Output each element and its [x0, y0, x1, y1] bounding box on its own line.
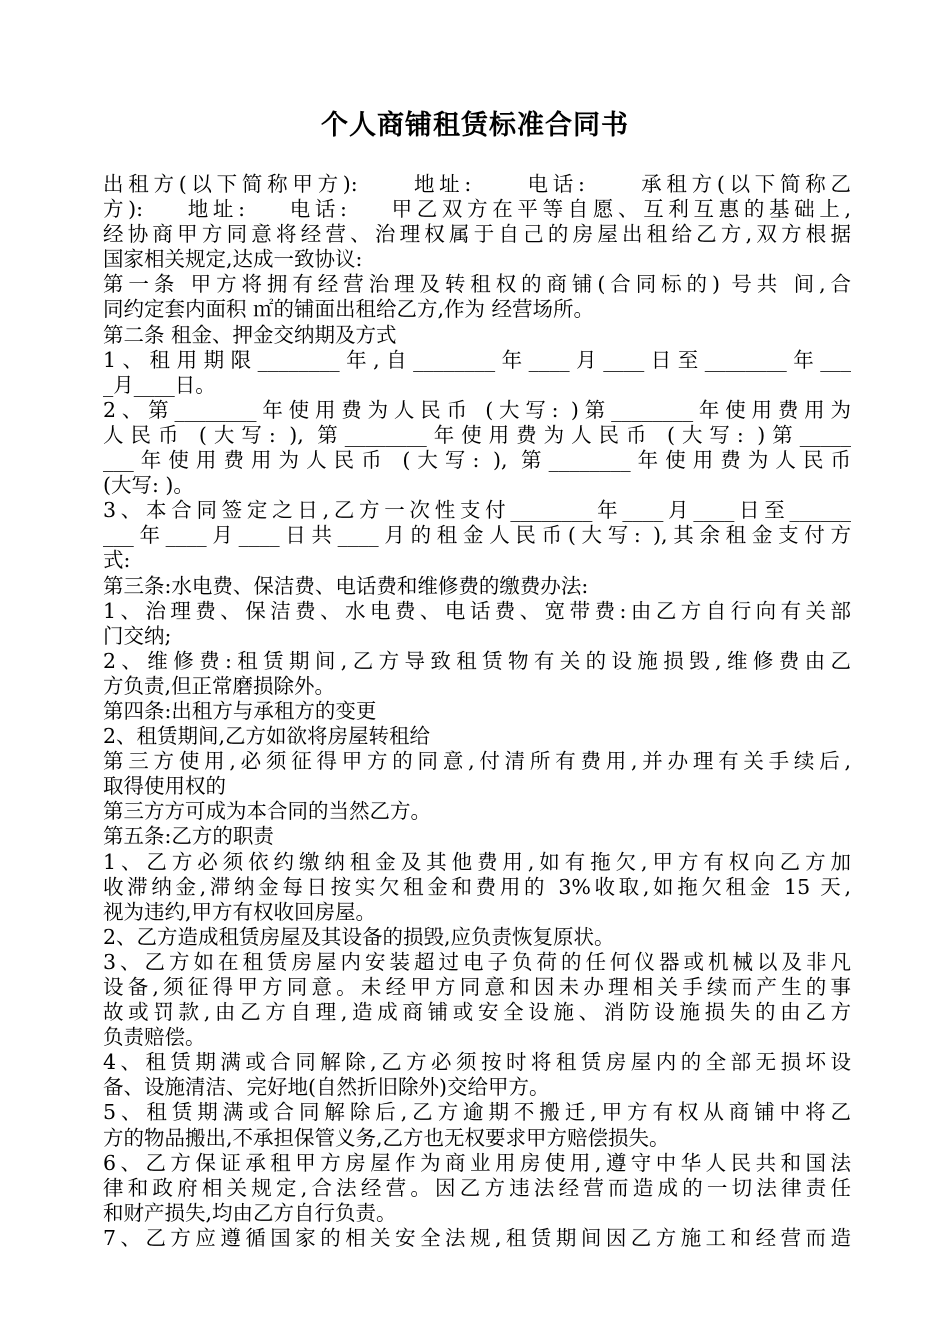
body-line: 第三方方可成为本合同的当然乙方。 [103, 799, 431, 824]
body-line: 备、设施清洁、完好地(自然折旧除外)交给甲方。 [103, 1075, 550, 1100]
body-line: 第一条 甲方将拥有经营治理及转租权的商铺(合同标的) 号共 间,合 [103, 272, 851, 297]
body-line: 律和政府相关规定,合法经营。因乙方违法经营而造成的一切法律责任 [103, 1175, 851, 1200]
body-line: 负责赔偿。 [103, 1025, 206, 1050]
body-line: 2、租赁期间,乙方如欲将房屋转租给 [103, 724, 431, 749]
body-line: 2、乙方造成租赁房屋及其设备的损毁,应负责恢复原状。 [103, 924, 615, 949]
body-line: 方负责,但正常磨损除外。 [103, 673, 336, 698]
body-line: ___年使用费用为人民币 (大写: ), 第________年使用费为人民币 [103, 448, 851, 473]
body-line: 国家相关规定,达成一致协议: [103, 247, 363, 272]
body-line: 第五条:乙方的职责 [103, 824, 274, 849]
body-line: 1、治理费、保洁费、水电费、电话费、宽带费:由乙方自行向有关部 [103, 598, 851, 623]
body-line: 视为违约,甲方有权收回房屋。 [103, 899, 377, 924]
body-line: 5、租赁期满或合同解除后,乙方逾期不搬迁,甲方有权从商铺中将乙 [103, 1100, 851, 1125]
body-line: 故或罚款,由乙方自理,造成商铺或安全设施、消防设施损失的由乙方 [103, 1000, 851, 1025]
body-line: 方的物品搬出,不承担保管义务,乙方也无权要求甲方赔偿损失。 [103, 1125, 670, 1150]
body-line: 收滞纳金,滞纳金每日按实欠租金和费用的 3%收取,如拖欠租金 15 天, [103, 874, 851, 899]
body-line: 3、本合同签定之日,乙方一次性支付________年____月____日至______ [103, 498, 851, 523]
body-line: 方): 地址: 电话: 甲乙双方在平等自愿、互利互惠的基础上, [103, 197, 851, 222]
body-line: 人民币 (大写: ), 第________年使用费为人民币 (大写: )第_____ [103, 422, 851, 447]
body-line: 门交纳; [103, 623, 172, 648]
body-line: 2、第________年使用费为人民币 (大写: )第________年使用费用为 [103, 397, 851, 422]
body-line: 1、租用期限________年,自________年____月____日至________年___ [103, 347, 851, 372]
body-line: 式: [103, 548, 131, 573]
body-line: 第四条:出租方与承租方的变更 [103, 698, 377, 723]
body-line: 第三条:水电费、保洁费、电话费和维修费的缴费办法: [103, 573, 589, 598]
body-line: ___年____月____日共____月的租金人民币(大写: ),其余租金支付方 [103, 523, 851, 548]
body-line: (大写: )。 [103, 473, 194, 498]
body-line: 3、乙方如在租赁房屋内安装超过电子负荷的任何仪器或机械以及非凡 [103, 949, 851, 974]
body-line: 第二条 租金、押金交纳期及方式 [103, 322, 397, 347]
body-line: 7、乙方应遵循国家的相关安全法规,租赁期间因乙方施工和经营而造 [103, 1225, 851, 1250]
body-line: 6、乙方保证承租甲方房屋作为商业用房使用,遵守中华人民共和国法 [103, 1150, 851, 1175]
body-line: 取得使用权的 [103, 774, 226, 799]
body-line: 4、租赁期满或合同解除,乙方必须按时将租赁房屋内的全部无损坏设 [103, 1050, 851, 1075]
body-line: 和财产损失,均由乙方自行负责。 [103, 1200, 397, 1225]
body-line: 经协商甲方同意将经营、治理权属于自己的房屋出租给乙方,双方根据 [103, 222, 851, 247]
body-line: 出租方(以下简称甲方): 地址: 电话: 承租方(以下简称乙 [103, 172, 851, 196]
document-body [103, 172, 851, 1251]
body-line: _月____日。 [103, 372, 216, 397]
body-line: 第三方使用,必须征得甲方的同意,付清所有费用,并办理有关手续后, [103, 749, 851, 774]
document-title: 个人商铺租赁标准合同书 [321, 110, 629, 141]
body-line: 1、乙方必须依约缴纳租金及其他费用,如有拖欠,甲方有权向乙方加 [103, 849, 851, 874]
body-line: 2、维修费:租赁期间,乙方导致租赁物有关的设施损毁,维修费由乙 [103, 648, 851, 673]
body-line: 设备,须征得甲方同意。未经甲方同意和因未办理相关手续而产生的事 [103, 975, 851, 999]
body-line: 同约定套内面积 ㎡的铺面出租给乙方,作为 经营场所。 [103, 297, 595, 322]
